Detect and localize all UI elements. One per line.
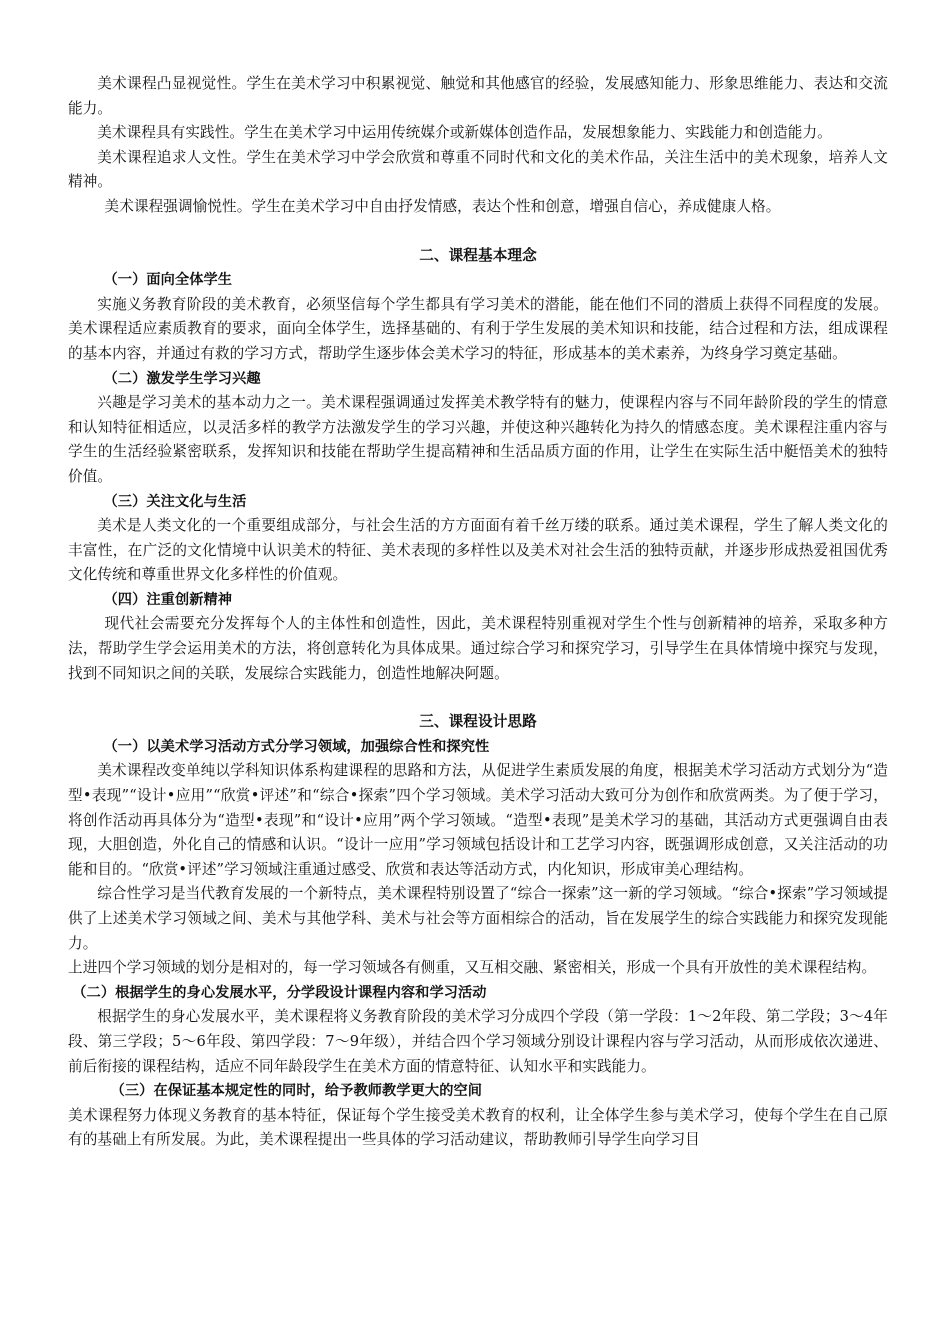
paragraph-learning-stages: 根据学生的身心发展水平，美术课程将义务教育阶段的美术学习分成四个学段（第一学段：1～2年段、第二学段；3～4年段、第三学段；5～6年段、第四学段：7～9年级），并结合四个学习领域分别设计课程内容与学习活动，从而形成依次递进、前后衔接的课程结构，适应不同年龄段学生在美术方面的情意特征、认知水平和实践能力。: [68, 1008, 888, 1075]
subsection-title-innovation: （四）注重创新精神: [103, 591, 233, 608]
section-title-basic-ideas: 二、课程基本理念: [419, 246, 537, 264]
subsection-title-teacher-space: （三）在保证基本规定性的同时，给予教师教学更大的空间: [110, 1083, 483, 1100]
section-title-design-ideas: 三、课程设计思路: [419, 713, 537, 731]
intro-paragraph-humanity: 美术课程追求人文性。学生在美术学习中学会欣赏和尊重不同时代和文化的美术作品，关注生活中的美术现象，培养人文精神。: [68, 148, 888, 191]
subsection-title-culture-life: （三）关注文化与生活: [103, 493, 247, 510]
document-page: [68, 72, 888, 1153]
paragraph-domain-division: 上进四个学习领域的划分是相对的，每一学习领域各有侧重，又互相交融、紧密相关，形成一个具有开放性的美术课程结构。: [68, 959, 877, 977]
paragraph-learning-domains: 美术课程改变单纯以学科知识体系构建课程的思路和方法，从促进学生素质发展的角度，根据美术学习活动方式划分为“造型•表现”“设计•应用”“欣赏•评述”和“综合•探索”四个学习领域。美术学习活动大致可分为创作和欣赏两类。为了便于学习，将创作活动再具体分为“造型•表现”和“设计•应用”两个学习领域。“造型•表现”是美术学习的基础，其活动方式更强调自由表现，大胆创造，外化自己的情感和认识。“设计一应用”学习领域包括设计和工艺学习内容，既强调形成创意，又关注活动的功能和目的。“欣赏•评述”学习领域注重通过感受、欣赏和表达等活动方式，内化知识，形成审美心理结构。: [68, 762, 888, 878]
paragraph-teacher-space: 美术课程努力体现义务教育的基本特征，保证每个学生接受美术教育的权利，让全体学生参与美术学习，使每个学生在自己原有的基础上有所发展。为此，美术课程提出一些具体的学习活动建议，帮助教师引导学生向学习目: [68, 1106, 888, 1149]
paragraph-interest: 兴趣是学习美术的基本动力之一。美术课程强调通过发挥美术教学特有的魅力，使课程内容与不同年龄阶段的学生的情意和认知特征相适应，以灵活多样的教学方法激发学生的学习兴趣，并使这种兴趣转化为持久的情感态度。美术课程注重内容与学生的生活经验紧密联系，发挥知识和技能在帮助学生提高精神和生活品质方面的作用，让学生在实际生活中艇悟美术的独特价值。: [68, 394, 888, 485]
intro-paragraph-practice: 美术课程具有实践性。学生在美术学习中运用传统媒介或新媒体创造作品，发展想象能力、实践能力和创造能力。: [97, 124, 832, 142]
paragraph-innovation: 现代社会需要充分发挥每个人的主体性和创造性，因此，美术课程特别重视对学生个性与创新精神的培养，采取多种方法，帮助学生学会运用美术的方法，将创意转化为具体成果。通过综合学习和探究学习，引导学生在具体情境中探究与发现，找到不同知识之间的关联，发展综合实践能力，创造性地解决阿题。: [68, 615, 888, 682]
intro-paragraph-visual: 美术课程凸显视觉性。学生在美术学习中积累视觉、触觉和其他感官的经验，发展感知能力、形象思维能力、表达和交流能力。: [68, 75, 888, 117]
paragraph-culture-life: 美术是人类文化的一个重要组成部分，与社会生活的方方面面有着千丝万缕的联系。通过美术课程，学生了解人类文化的丰富性，在广泛的文化情境中认识美术的特征、美术表现的多样性以及美术对社会生活的独特贡献，并逐步形成热爱祖国优秀文化传统和尊重世界文化多样性的价值观。: [68, 517, 888, 584]
paragraph-comprehensive-learning: 综合性学习是当代教育发展的一个新特点，美术课程特别设置了“综合一探索”这一新的学习领域。“综合•探索”学习领域提供了上述美术学习领域之间、美术与其他学科、美术与社会等方面相综合的活动，旨在发展学生的综合实践能力和探究发现能力。: [68, 885, 888, 952]
subsection-title-learning-domains: （一）以美术学习活动方式分学习领域，加强综合性和探究性: [103, 738, 490, 755]
subsection-title-learning-stages: （二）根据学生的身心发展水平，分学段设计课程内容和学习活动: [72, 984, 487, 1001]
subsection-title-all-students: （一）面向全体学生: [103, 272, 233, 289]
spacer: [68, 686, 888, 710]
paragraph-all-students: 实施义务教育阶段的美术教育，必须坚信每个学生都具有学习美术的潜能，能在他们不同的潜质上获得不同程度的发展。美术课程适应素质教育的要求，面向全体学生，选择基础的、有利于学生发展的美术知识和技能，结合过程和方法，组成课程的基本内容，并通过有救的学习方式，帮助学生逐步体会美术学习的特征，形成基本的美术素养，为终身学习奠定基础。: [68, 295, 888, 362]
spacer: [68, 220, 888, 244]
intro-paragraph-pleasure: 美术课程强调愉悦性。学生在美术学习中自由抒发情感，表达个性和创意，增强自信心，养成健康人格。: [104, 197, 781, 215]
subsection-title-interest: （二）激发学生学习兴趣: [103, 370, 261, 387]
